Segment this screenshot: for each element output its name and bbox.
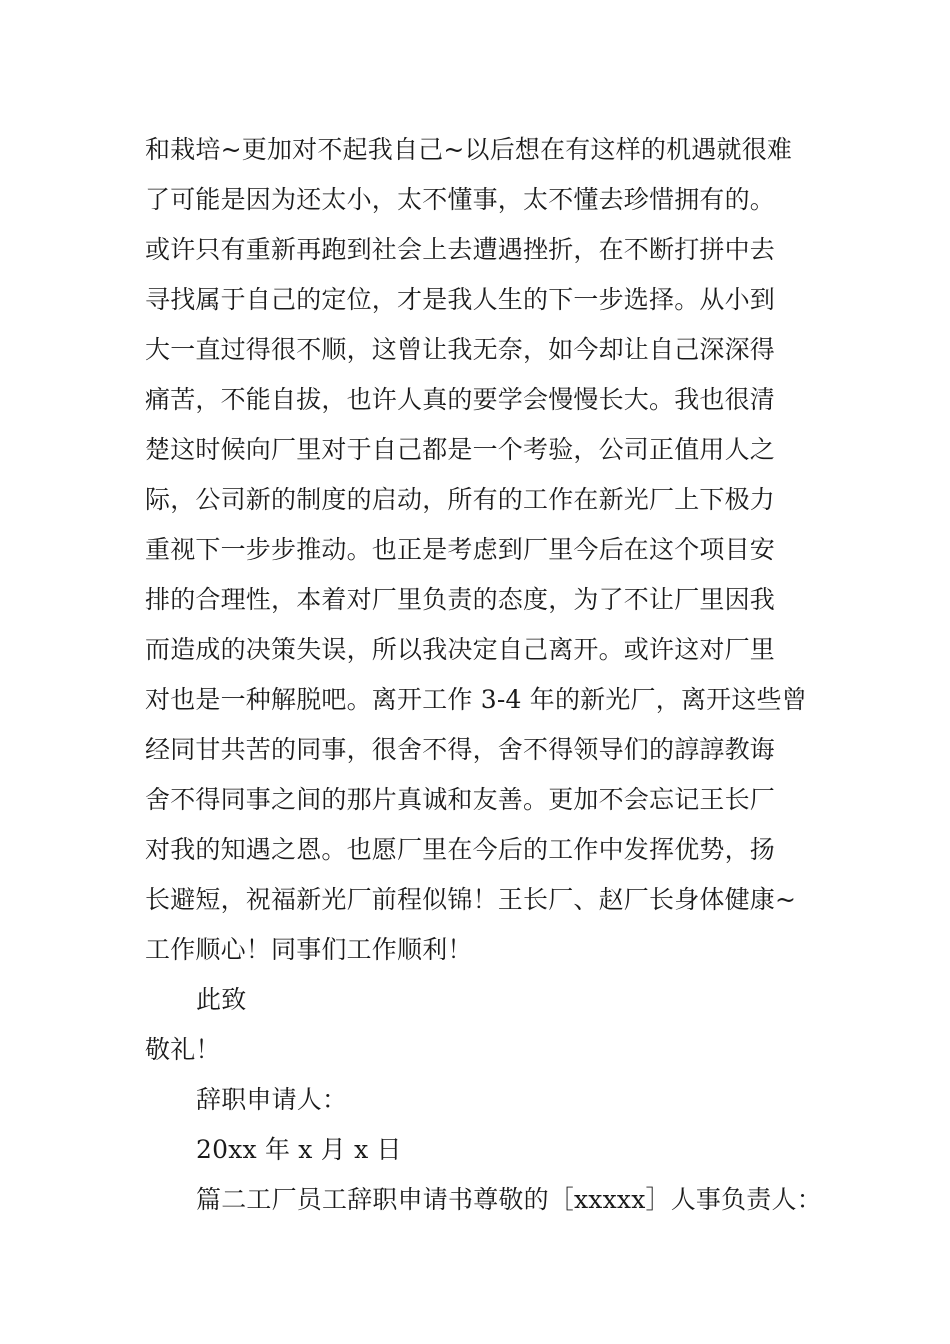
- body-line: 或许只有重新再跑到社会上去遭遇挫折，在不断打拼中去: [145, 235, 776, 264]
- body-line: 楚这时候向厂里对于自己都是一个考验，公司正值用人之: [145, 435, 776, 464]
- body-line: 重视下一步步推动。也正是考虑到厂里今后在这个项目安: [145, 535, 776, 564]
- body-line: 而造成的决策失误，所以我决定自己离开。或许这对厂里: [145, 635, 776, 664]
- body-line: 长避短，祝福新光厂前程似锦！王长厂、赵厂长身体健康~: [145, 885, 797, 914]
- section-heading: 篇二工厂员工辞职申请书尊敬的［xxxxx］人事负责人：: [196, 1185, 822, 1214]
- body-line: 了可能是因为还太小，太不懂事，太不懂去珍惜拥有的。: [145, 185, 776, 214]
- body-line: 工作顺心！同事们工作顺利！: [145, 935, 473, 964]
- date-line: 20xx 年 x 月 x 日: [196, 1135, 402, 1164]
- salutation: 此致: [196, 985, 247, 1014]
- body-line: 经同甘共苦的同事，很舍不得，舍不得领导们的諄諄教诲: [145, 735, 776, 764]
- regards: 敬礼！: [145, 1035, 221, 1064]
- body-line: 痛苦，不能自拔，也许人真的要学会慢慢长大。我也很清: [145, 385, 776, 414]
- body-line: 舍不得同事之间的那片真诚和友善。更加不会忘记王长厂: [145, 785, 776, 814]
- body-line: 际，公司新的制度的启动，所有的工作在新光厂上下极力: [145, 485, 776, 514]
- body-line: 对我的知遇之恩。也愿厂里在今后的工作中发挥优势，扬: [145, 835, 776, 864]
- body-line: 寻找属于自己的定位，才是我人生的下一步选择。从小到: [145, 285, 776, 314]
- body-line: 和栽培~更加对不起我自己~以后想在有这样的机遇就很难: [145, 135, 793, 164]
- body-line: 排的合理性，本着对厂里负责的态度，为了不让厂里因我: [145, 585, 776, 614]
- body-line: 对也是一种解脱吧。离开工作 3-4 年的新光厂，离开这些曾: [145, 685, 807, 714]
- body-line: 大一直过得很不顺，这曾让我无奈，如今却让自己深深得: [145, 335, 776, 364]
- applicant-label: 辞职申请人：: [196, 1085, 348, 1114]
